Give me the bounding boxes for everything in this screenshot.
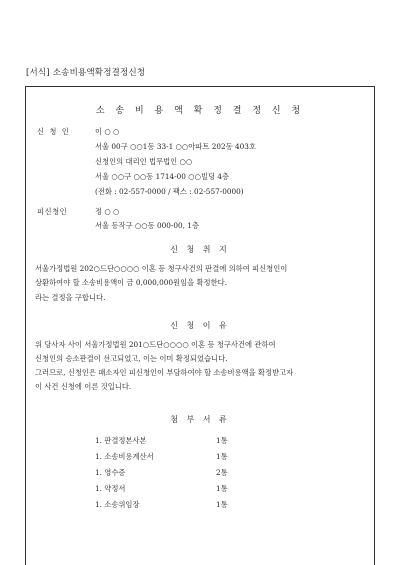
applicant-label: 신 청 인 <box>37 127 71 136</box>
reasons-line: 신청인의 승소판결이 선고되었고, 이는 이미 확정되었습니다. <box>35 354 228 363</box>
attachment-name: 1. 약정서 <box>95 484 126 493</box>
attachment-name: 1. 판결정본사본 <box>95 436 147 445</box>
reasons-line: 이 사건 신청에 이른 것입니다. <box>35 382 132 391</box>
applicant-name: 이 ○ ○ <box>95 127 120 136</box>
attachment-name: 1. 소송위임장 <box>95 500 140 509</box>
reasons-heading: 신 청 이 유 <box>170 321 230 330</box>
agent-contact: (전화 : 02-557-0000 / 팩스 : 02-557-0000) <box>95 187 244 196</box>
attachment-qty: 1통 <box>216 436 228 445</box>
respondent-label: 피신청인 <box>37 207 68 216</box>
reasons-line: 그러므로, 신청인은 패소자인 피신청인이 부담하여야 할 소송비용액을 확정받고자 <box>35 368 294 377</box>
respondent-name: 정 ○ ○ <box>95 207 120 216</box>
purpose-line: 서울가정법원 202○드단○○○○ 이혼 등 청구사건의 판결에 의하여 피신청인이 <box>35 264 288 273</box>
form-label: [서식] 소송비용액확정결정신청 <box>26 68 146 78</box>
purpose-line: 라는 결정을 구합니다. <box>35 293 106 302</box>
attachment-qty: 1통 <box>216 500 228 509</box>
attachment-qty: 1통 <box>216 452 228 461</box>
purpose-heading: 신 청 취 지 <box>170 245 230 254</box>
attachment-qty: 1통 <box>216 484 228 493</box>
reasons-line: 위 당사자 사이 서울가정법원 201○드단○○○○ 이혼 등 청구사건에 관하여 <box>35 340 276 349</box>
applicant-address: 서울 00구 ○○1동 33-1 ○○아파트 202동 403호 <box>95 142 256 151</box>
attachment-name: 1. 영수증 <box>95 468 126 477</box>
attachment-name: 1. 소송비용계산서 <box>95 452 154 461</box>
attachment-qty: 2통 <box>216 468 228 477</box>
applicant-agent: 신청인의 대리인 법무법인 ○○ <box>95 157 193 166</box>
respondent-address: 서울 동작구 ○○동 000-00, 1층 <box>95 221 199 230</box>
agent-address: 서울 ○○구 ○○동 1714-00 ○○빌딩 4층 <box>95 172 230 181</box>
document-title: 소 송 비 용 액 확 정 결 정 신 청 <box>95 106 305 116</box>
purpose-line: 상환하여야 할 소송비용액이 금 0,000,000원임을 확정한다. <box>35 278 228 287</box>
attachments-heading: 첨 부 서 류 <box>170 415 230 424</box>
